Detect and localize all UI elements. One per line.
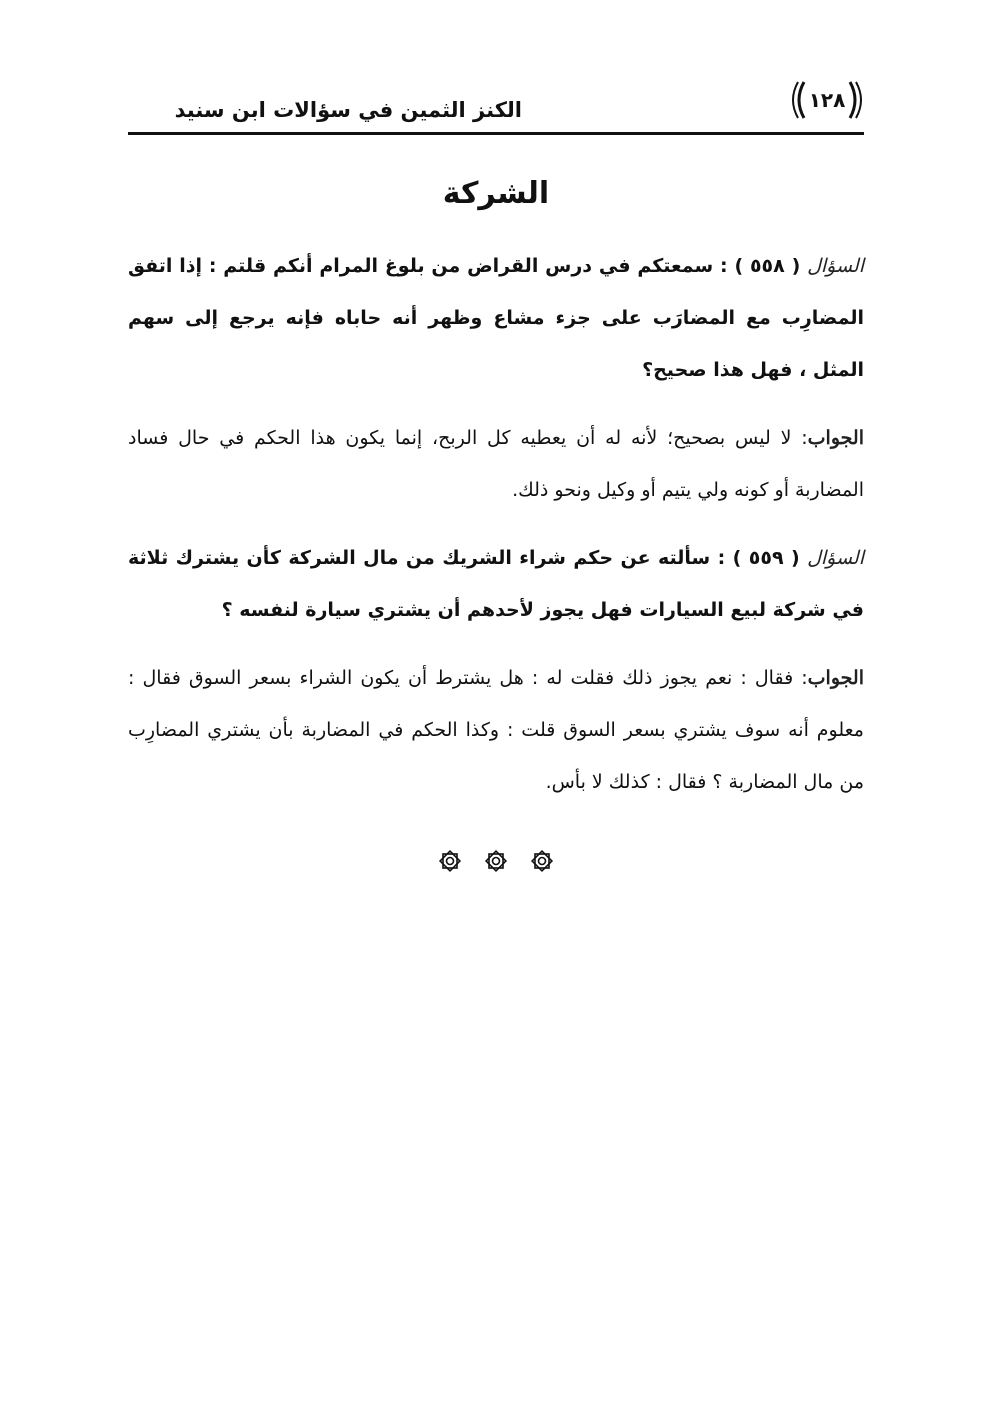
question-label: السؤال [807, 547, 864, 569]
question-text: ( ٥٥٩ ) : سألته عن حكم شراء الشريك من مال الشركة كأن يشترك ثلاثة في شركة لبيع السيارات فهل يجوز لأحدهم أن يشتري سيارة لنفسه ؟ [128, 547, 864, 621]
question-text: ( ٥٥٨ ) : سمعتكم في درس القراض من بلوغ المرام أنكم قلتم : إذا اتفق المضارِب مع المضارَب على جزء مشاع وظهر أنه حاباه فإنه يرجع إلى سهم المثل ، فهل هذا صحيح؟ [128, 255, 864, 381]
answer-text: : فقال : نعم يجوز ذلك فقلت له : هل يشترط أن يكون الشراء بسعر السوق فقال : معلوم أنه سوف يشتري بسعر السوق قلت : وكذا الحكم في المضاربة بأن يشتري المضارِب من مال المضاربة ؟ فقال : كذلك لا بأس. [128, 667, 864, 793]
section-end-ornaments [0, 848, 992, 874]
header-divider [128, 132, 864, 135]
answer-text: : لا ليس بصحيح؛ لأنه له أن يعطيه كل الربح، إنما يكون هذا الحكم في حال فساد المضاربة أو كونه ولي يتيم أو وكيل ونحو ذلك. [128, 427, 864, 501]
page-number: ١٢٨ [808, 88, 846, 112]
page-number-badge [790, 78, 864, 122]
ornament-icon [529, 848, 555, 874]
ornament-icon [483, 848, 509, 874]
qa-content [128, 240, 864, 824]
answer-label: الجواب [807, 667, 864, 689]
question-label: السؤال [807, 255, 864, 277]
answer-paragraph [128, 652, 864, 808]
ornament-icon [437, 848, 463, 874]
answer-label: الجواب [807, 427, 864, 449]
section-title: الشركة [442, 176, 550, 211]
question-paragraph [128, 532, 864, 636]
book-title: الكنز الثمين في سؤالات ابن سنيد [174, 98, 522, 122]
answer-paragraph [128, 412, 864, 516]
question-paragraph [128, 240, 864, 396]
page-header [128, 78, 864, 140]
